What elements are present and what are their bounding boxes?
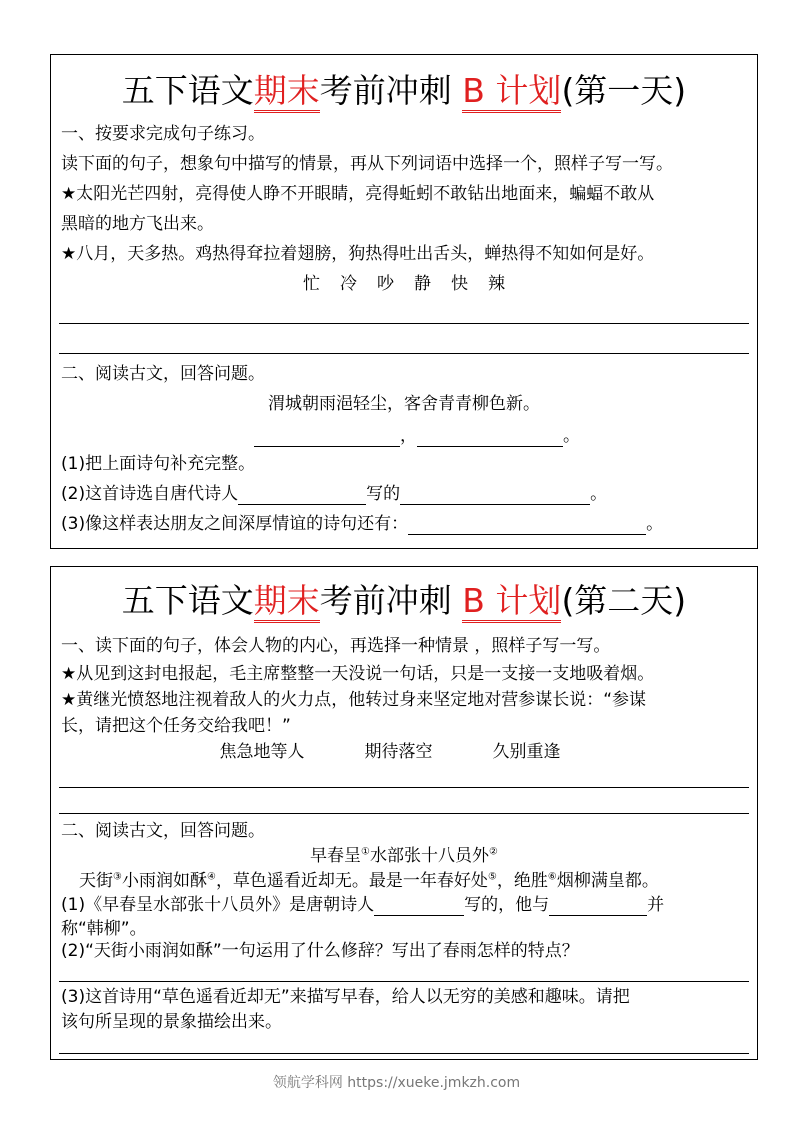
- sub-q1-line1: [61, 894, 664, 916]
- q1-example1-line1: ★太阳光芒四射，亮得使人睁不开眼睛，亮得蚯蚓不敢钻出地面来，蝙蝠不敢从: [61, 184, 655, 204]
- sub-q2-text-a: (2)这首诗选自唐代诗人: [61, 484, 239, 504]
- answer-line[interactable]: [59, 981, 749, 982]
- scene-option: 久别重逢: [492, 742, 561, 762]
- poem-blank-2[interactable]: [417, 428, 563, 447]
- q2-heading: 二、阅读古文，回答问题。: [61, 364, 265, 384]
- sub-q3-line2: 该句所呈现的景象描绘出来。: [61, 1012, 282, 1032]
- poem-fill-blanks: [254, 425, 580, 447]
- title-prefix: 五下语文: [121, 71, 254, 110]
- day2-title: [51, 581, 757, 621]
- sub-q2: [61, 483, 607, 505]
- sub-q1-line2: 称“韩柳”。: [61, 919, 147, 939]
- day1-card: [50, 54, 758, 549]
- word-option: 静: [414, 274, 431, 294]
- friendship-poem-blank[interactable]: [408, 516, 646, 535]
- poem-seg: 天街: [79, 871, 113, 891]
- sub-q3-text-b: 。: [646, 514, 664, 534]
- other-poet-blank[interactable]: [549, 897, 647, 916]
- poem-seg: 小雨润如酥: [121, 871, 207, 891]
- word-option: 吵: [377, 274, 394, 294]
- scene-option: 期待落空: [364, 742, 433, 762]
- sub-q1-text-b: 写的，他与: [464, 895, 550, 915]
- poem-name-blank[interactable]: [400, 486, 590, 505]
- footnote-mark: ④: [206, 871, 216, 883]
- answer-line[interactable]: [59, 1053, 749, 1054]
- q1-example2-line2: 长，请把这个任务交给我吧！”: [61, 716, 291, 736]
- scene-option: 焦急地等人: [219, 742, 305, 762]
- q1-example2-line1: ★黄继光愤怒地注视着敌人的火力点，他转过身来坚定地对营参谋长说：“参谋: [61, 690, 647, 710]
- sub-q1-text-c: 并: [647, 895, 665, 915]
- q1-example1: ★从见到这封电报起，毛主席整整一天没说一句话，只是一支接一支地吸着烟。: [61, 664, 655, 684]
- title-day: (第二天): [561, 581, 687, 620]
- title-highlight-qimo: 期末: [254, 71, 320, 113]
- title-day: (第一天): [561, 71, 687, 110]
- poem-line: 渭城朝雨浥轻尘，客舍青青柳色新。: [268, 394, 540, 414]
- q2-heading: 二、阅读古文，回答问题。: [61, 821, 265, 841]
- q1-heading: 一、读下面的句子，体会人物的内心，再选择一种情景 ，照样子写一写。: [61, 636, 611, 656]
- poem-period: 。: [563, 426, 580, 446]
- word-option: 忙: [303, 274, 320, 294]
- word-option: 冷: [340, 274, 357, 294]
- poem-seg: ，绝胜: [496, 871, 548, 891]
- answer-line[interactable]: [59, 323, 749, 324]
- sub-q2: (2)“天街小雨润如酥”一句运用了什么修辞？写出了春雨怎样的特点？: [61, 941, 579, 961]
- sub-q1-text-a: (1)《早春呈水部张十八员外》是唐朝诗人: [61, 895, 375, 915]
- sub-q2-text-c: 。: [590, 484, 608, 504]
- sub-q1: (1)把上面诗句补充完整。: [61, 454, 256, 474]
- poem-comma: ，: [400, 426, 417, 446]
- word-option: 快: [451, 274, 468, 294]
- title-middle: 考前冲刺: [319, 71, 463, 110]
- poet-blank[interactable]: [238, 486, 366, 505]
- footnote-mark: ②: [489, 846, 498, 858]
- q1-heading: 一、按要求完成句子练习。: [61, 124, 265, 144]
- footnote-mark: ①: [361, 846, 370, 858]
- poem-seg: ，草色遥看近却无。最是一年春好处: [215, 871, 488, 891]
- poem-title-b: 水部张十八员外: [370, 846, 489, 866]
- title-highlight-qimo: 期末: [254, 581, 320, 623]
- footer-watermark[interactable]: 领航学科网 https://xueke.jmkzh.com: [272, 1075, 521, 1091]
- footnote-mark: ⑤: [487, 871, 497, 883]
- answer-line[interactable]: [59, 813, 749, 814]
- q1-example2: ★八月，天多热。鸡热得耷拉着翅膀，狗热得吐出舌头，蝉热得不知如何是好。: [61, 244, 655, 264]
- sub-q3-line1: (3)这首诗用“草色遥看近却无”来描写早春，给人以无穷的美感和趣味。请把: [61, 987, 630, 1007]
- sub-q3-text-a: (3)像这样表达朋友之间深厚情谊的诗句还有：: [61, 514, 409, 534]
- poem-seg: 烟柳满皇都。: [556, 871, 659, 891]
- title-middle: 考前冲刺: [319, 581, 463, 620]
- title-prefix: 五下语文: [121, 581, 254, 620]
- poem-blank-1[interactable]: [254, 428, 400, 447]
- answer-line[interactable]: [59, 787, 749, 788]
- q1-example1-line2: 黑暗的地方飞出来。: [61, 214, 214, 234]
- title-highlight-plan: B 计划: [462, 581, 561, 623]
- q1-instruction: 读下面的句子，想象句中描写的情景，再从下列词语中选择一个，照样子写一写。: [61, 154, 673, 174]
- q1-word-options: [51, 273, 757, 295]
- footnote-mark: ③: [113, 871, 122, 883]
- day2-card: [50, 566, 758, 1060]
- sub-q3: [61, 513, 663, 535]
- footnote-mark: ⑥: [547, 871, 557, 883]
- answer-line[interactable]: [59, 353, 749, 354]
- day1-title: [51, 71, 757, 111]
- poet-blank[interactable]: [374, 897, 464, 916]
- word-option: 辣: [488, 274, 505, 294]
- q1-scene-options: [37, 741, 743, 763]
- sub-q2-text-b: 写的: [366, 484, 401, 504]
- poem-title: [51, 845, 757, 867]
- title-highlight-plan: B 计划: [462, 71, 561, 113]
- poem-text: [79, 870, 659, 892]
- poem-title-a: 早春呈: [310, 846, 362, 866]
